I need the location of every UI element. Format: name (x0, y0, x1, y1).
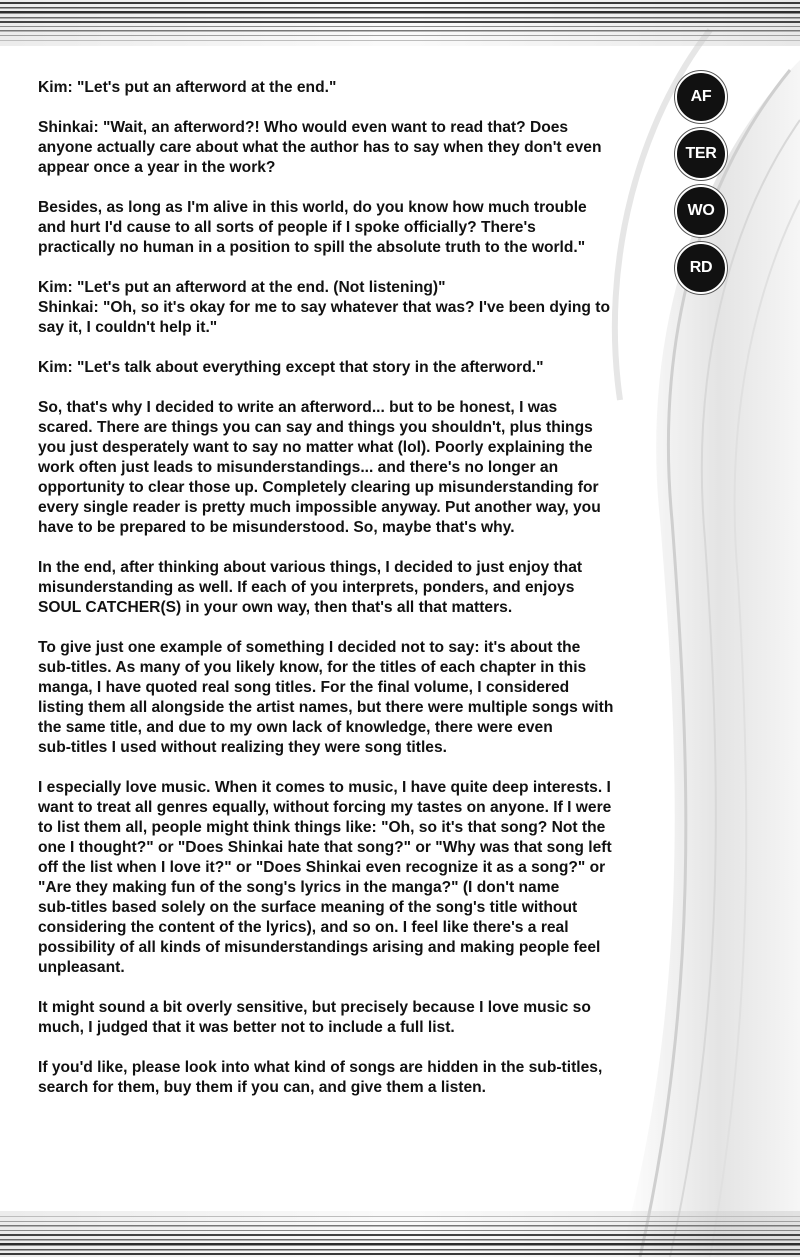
title-badge-wo: WO (675, 185, 727, 237)
paragraph-subtitles: To give just one example of something I decided not to say: it's about the sub-titles. As many of you likely know, for the titles of each chapter in this manga, I have quoted real song titles. For the final volume, I considered listing them all alongside the artist names, but there were multiple songs with the same title, and due to my own lack of knowledge, there were even sub-titles I used without realizing they were song titles. (38, 639, 614, 756)
paragraph-love-music: I especially love music. When it comes to music, I have quite deep interests. I want to treat all genres equally, without forcing my tastes on anyone. If I were to list them all, people might think things like: "Oh, so it's that song? Not the one I thought?" or "Does Shinkai hate that song?" or "Why was that song left off the list when I love it?" or "Does Shinkai even recognize it as a song?" or "Are they making fun of the song's lyrics in the manga?" (I don't name sub-titles based solely on the surface meaning of the song's title without considering the content of the lyrics), and so on. I feel like there's a real possibility of all kinds of misunderstandings arising and making people feel unpleasant. (38, 779, 612, 976)
paragraph-shinkai-objection: Shinkai: "Wait, an afterword?! Who would even want to read that? Does anyone actually care about what the author has to say when they don't even appear once a year in the work? (38, 119, 602, 176)
paragraph-give-a-listen: If you'd like, please look into what kind of songs are hidden in the sub-titles, search for them, buy them if you can, and give them a listen. (38, 1059, 603, 1096)
paragraph-enjoy-misunderstanding: In the end, after thinking about various things, I decided to just enjoy that misunderstanding as well. If each of you interprets, ponders, and enjoys SOUL CATCHER(S) in your own way, then that's all that matters. (38, 559, 583, 616)
top-stripe-band (0, 0, 800, 46)
paragraph-kim-not-listening: Kim: "Let's put an afterword at the end. (Not listening)" (38, 279, 446, 296)
paragraph-shinkai-truth: Besides, as long as I'm alive in this world, do you know how much trouble and hurt I'd cause to all sorts of people if I spoke officially? There's practically no human in a position to spill the absolute truth to the world." (38, 199, 587, 256)
title-badge-rd: RD (675, 242, 727, 294)
title-badge-ter: TER (675, 128, 727, 180)
paragraph-why-afterword: So, that's why I decided to write an afterword... but to be honest, I was scared. There are things you can say and things you shouldn't, plus things you just desperately want to say no matter what (lol). Poorly explaining the work often just leads to misunderstandings... and there's no longer an opportunity to clear those up. Completely clearing up misunderstanding for every single reader is pretty much impossible anyway. Put another way, you have to be prepared to be misunderstood. So, maybe that's why. (38, 399, 601, 536)
paragraph-kim-everything-except: Kim: "Let's talk about everything except that story in the afterword." (38, 359, 544, 376)
paragraph-overly-sensitive: It might sound a bit overly sensitive, but precisely because I love music so much, I judged that it was better not to include a full list. (38, 999, 591, 1036)
paragraph-kim-intro: Kim: "Let's put an afterword at the end." (38, 79, 337, 96)
title-badge-af: AF (675, 71, 727, 123)
paragraph-shinkai-dying: Shinkai: "Oh, so it's okay for me to say whatever that was? I've been dying to say it, I couldn't help it." (38, 299, 610, 336)
afterword-title-badges (675, 71, 727, 299)
afterword-body (38, 78, 668, 1118)
bottom-stripe-band (0, 1211, 800, 1257)
